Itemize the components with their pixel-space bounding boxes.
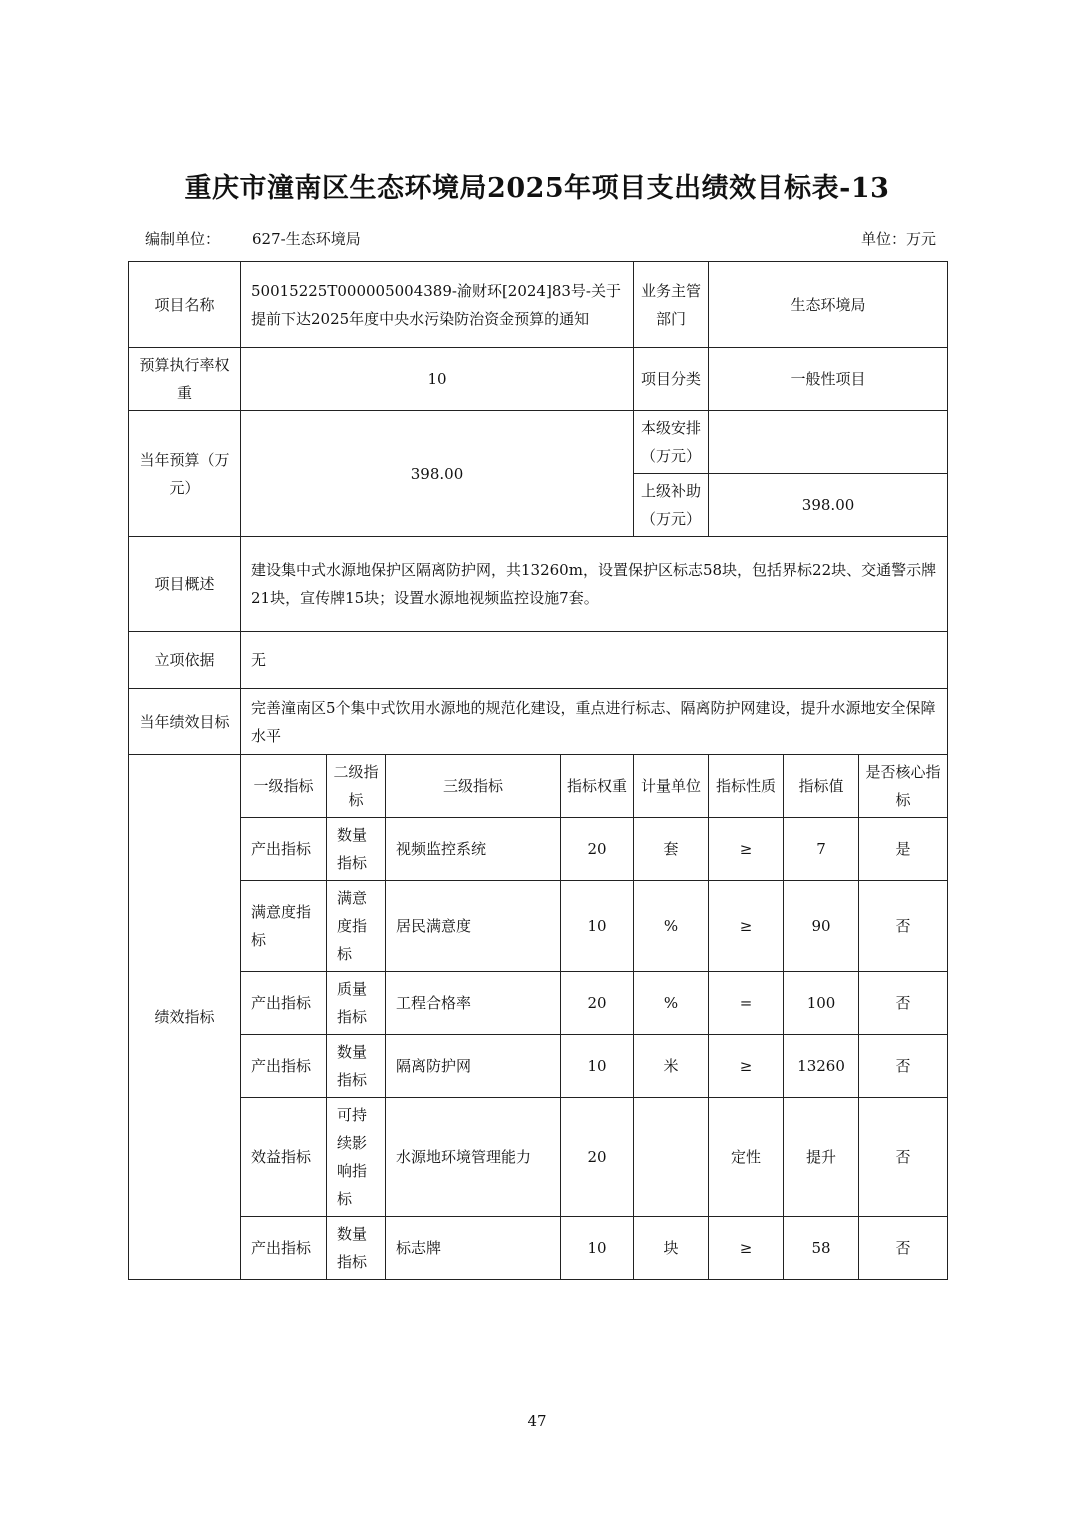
- category-label: 项目分类: [634, 348, 709, 411]
- core-cell: 否: [859, 1217, 948, 1280]
- nature-cell: =: [709, 972, 784, 1035]
- level3-cell: 标志牌: [386, 1217, 561, 1280]
- goal-value: 完善潼南区5个集中式饮用水源地的规范化建设，重点进行标志、隔离防护网建设，提升水源地安全保障水平: [241, 689, 948, 755]
- weight-cell: 20: [561, 972, 634, 1035]
- weight-label: 预算执行率权重: [129, 348, 241, 411]
- header-cell: 二级指标: [327, 755, 386, 818]
- core-cell: 否: [859, 881, 948, 972]
- level3-cell: 视频监控系统: [386, 818, 561, 881]
- level2-cell: 质量指标: [327, 972, 386, 1035]
- local-value: [709, 411, 948, 474]
- unit-label: 编制单位：: [145, 230, 221, 248]
- table-row: [129, 1217, 948, 1280]
- unit-value: 627-生态环境局: [252, 230, 361, 248]
- level1-cell: 满意度指标: [241, 881, 327, 972]
- unit-cell: 套: [634, 818, 709, 881]
- unit-cell: [634, 1098, 709, 1217]
- budget-value: 398.00: [241, 411, 634, 537]
- weight-cell: 10: [561, 1217, 634, 1280]
- header-cell: 指标值: [784, 755, 859, 818]
- level2-cell: 数量指标: [327, 1035, 386, 1098]
- level2-cell: 满意度指标: [327, 881, 386, 972]
- core-cell: 是: [859, 818, 948, 881]
- core-cell: 否: [859, 972, 948, 1035]
- level3-cell: 隔离防护网: [386, 1035, 561, 1098]
- core-cell: 否: [859, 1098, 948, 1217]
- level1-cell: 产出指标: [241, 818, 327, 881]
- level3-cell: 水源地环境管理能力: [386, 1098, 561, 1217]
- value-cell: 13260: [784, 1035, 859, 1098]
- nature-cell: ≥: [709, 818, 784, 881]
- weight-value: 10: [241, 348, 634, 411]
- basis-label: 立项依据: [129, 632, 241, 689]
- weight-cell: 10: [561, 1035, 634, 1098]
- indicators-label: 绩效指标: [129, 755, 241, 1280]
- header-cell: 一级指标: [241, 755, 327, 818]
- nature-cell: ≥: [709, 1035, 784, 1098]
- project-name-label: 项目名称: [129, 262, 241, 348]
- currency-unit: 单位：万元: [860, 230, 936, 248]
- header-cell: 计量单位: [634, 755, 709, 818]
- table-row: [129, 1035, 948, 1098]
- nature-cell: ≥: [709, 1217, 784, 1280]
- value-cell: 90: [784, 881, 859, 972]
- category-value: 一般性项目: [709, 348, 948, 411]
- weight-cell: 20: [561, 1098, 634, 1217]
- basis-value: 无: [241, 632, 948, 689]
- overview-label: 项目概述: [129, 537, 241, 632]
- header-cell: 三级指标: [386, 755, 561, 818]
- level2-cell: 数量指标: [327, 1217, 386, 1280]
- header-cell: 指标性质: [709, 755, 784, 818]
- overview-value: 建设集中式水源地保护区隔离防护网，共13260m，设置保护区标志58块，包括界标22块、交通警示牌21块，宣传牌15块；设置水源地视频监控设施7套。: [241, 537, 948, 632]
- core-cell: 否: [859, 1035, 948, 1098]
- upper-label: 上级补助（万元）: [634, 474, 709, 537]
- level3-cell: 居民满意度: [386, 881, 561, 972]
- page-number: 47: [527, 1412, 547, 1430]
- level2-cell: 数量指标: [327, 818, 386, 881]
- table-row: [129, 972, 948, 1035]
- level3-cell: 工程合格率: [386, 972, 561, 1035]
- weight-cell: 10: [561, 881, 634, 972]
- level1-cell: 产出指标: [241, 972, 327, 1035]
- nature-cell: ≥: [709, 881, 784, 972]
- table-row: [129, 881, 948, 972]
- value-cell: 7: [784, 818, 859, 881]
- dept-value: 生态环境局: [709, 262, 948, 348]
- local-label: 本级安排（万元）: [634, 411, 709, 474]
- value-cell: 100: [784, 972, 859, 1035]
- performance-table: [128, 261, 948, 1280]
- document-title: 重庆市潼南区生态环境局2025年项目支出绩效目标表-13: [184, 173, 890, 204]
- upper-value: 398.00: [709, 474, 948, 537]
- unit-cell: %: [634, 972, 709, 1035]
- value-cell: 58: [784, 1217, 859, 1280]
- level2-cell: 可持续影响指标: [327, 1098, 386, 1217]
- header-cell: 是否核心指标: [859, 755, 948, 818]
- unit-cell: 米: [634, 1035, 709, 1098]
- table-row: [129, 818, 948, 881]
- value-cell: 提升: [784, 1098, 859, 1217]
- table-row: [129, 1098, 948, 1217]
- budget-label: 当年预算（万元）: [129, 411, 241, 537]
- level1-cell: 产出指标: [241, 1217, 327, 1280]
- unit-cell: 块: [634, 1217, 709, 1280]
- level1-cell: 产出指标: [241, 1035, 327, 1098]
- project-name-value: 50015225T000005004389-渝财环[2024]83号-关于提前下达2025年度中央水污染防治资金预算的通知: [241, 262, 634, 348]
- nature-cell: 定性: [709, 1098, 784, 1217]
- level1-cell: 效益指标: [241, 1098, 327, 1217]
- dept-label: 业务主管部门: [634, 262, 709, 348]
- weight-cell: 20: [561, 818, 634, 881]
- goal-label: 当年绩效目标: [129, 689, 241, 755]
- header-cell: 指标权重: [561, 755, 634, 818]
- unit-cell: %: [634, 881, 709, 972]
